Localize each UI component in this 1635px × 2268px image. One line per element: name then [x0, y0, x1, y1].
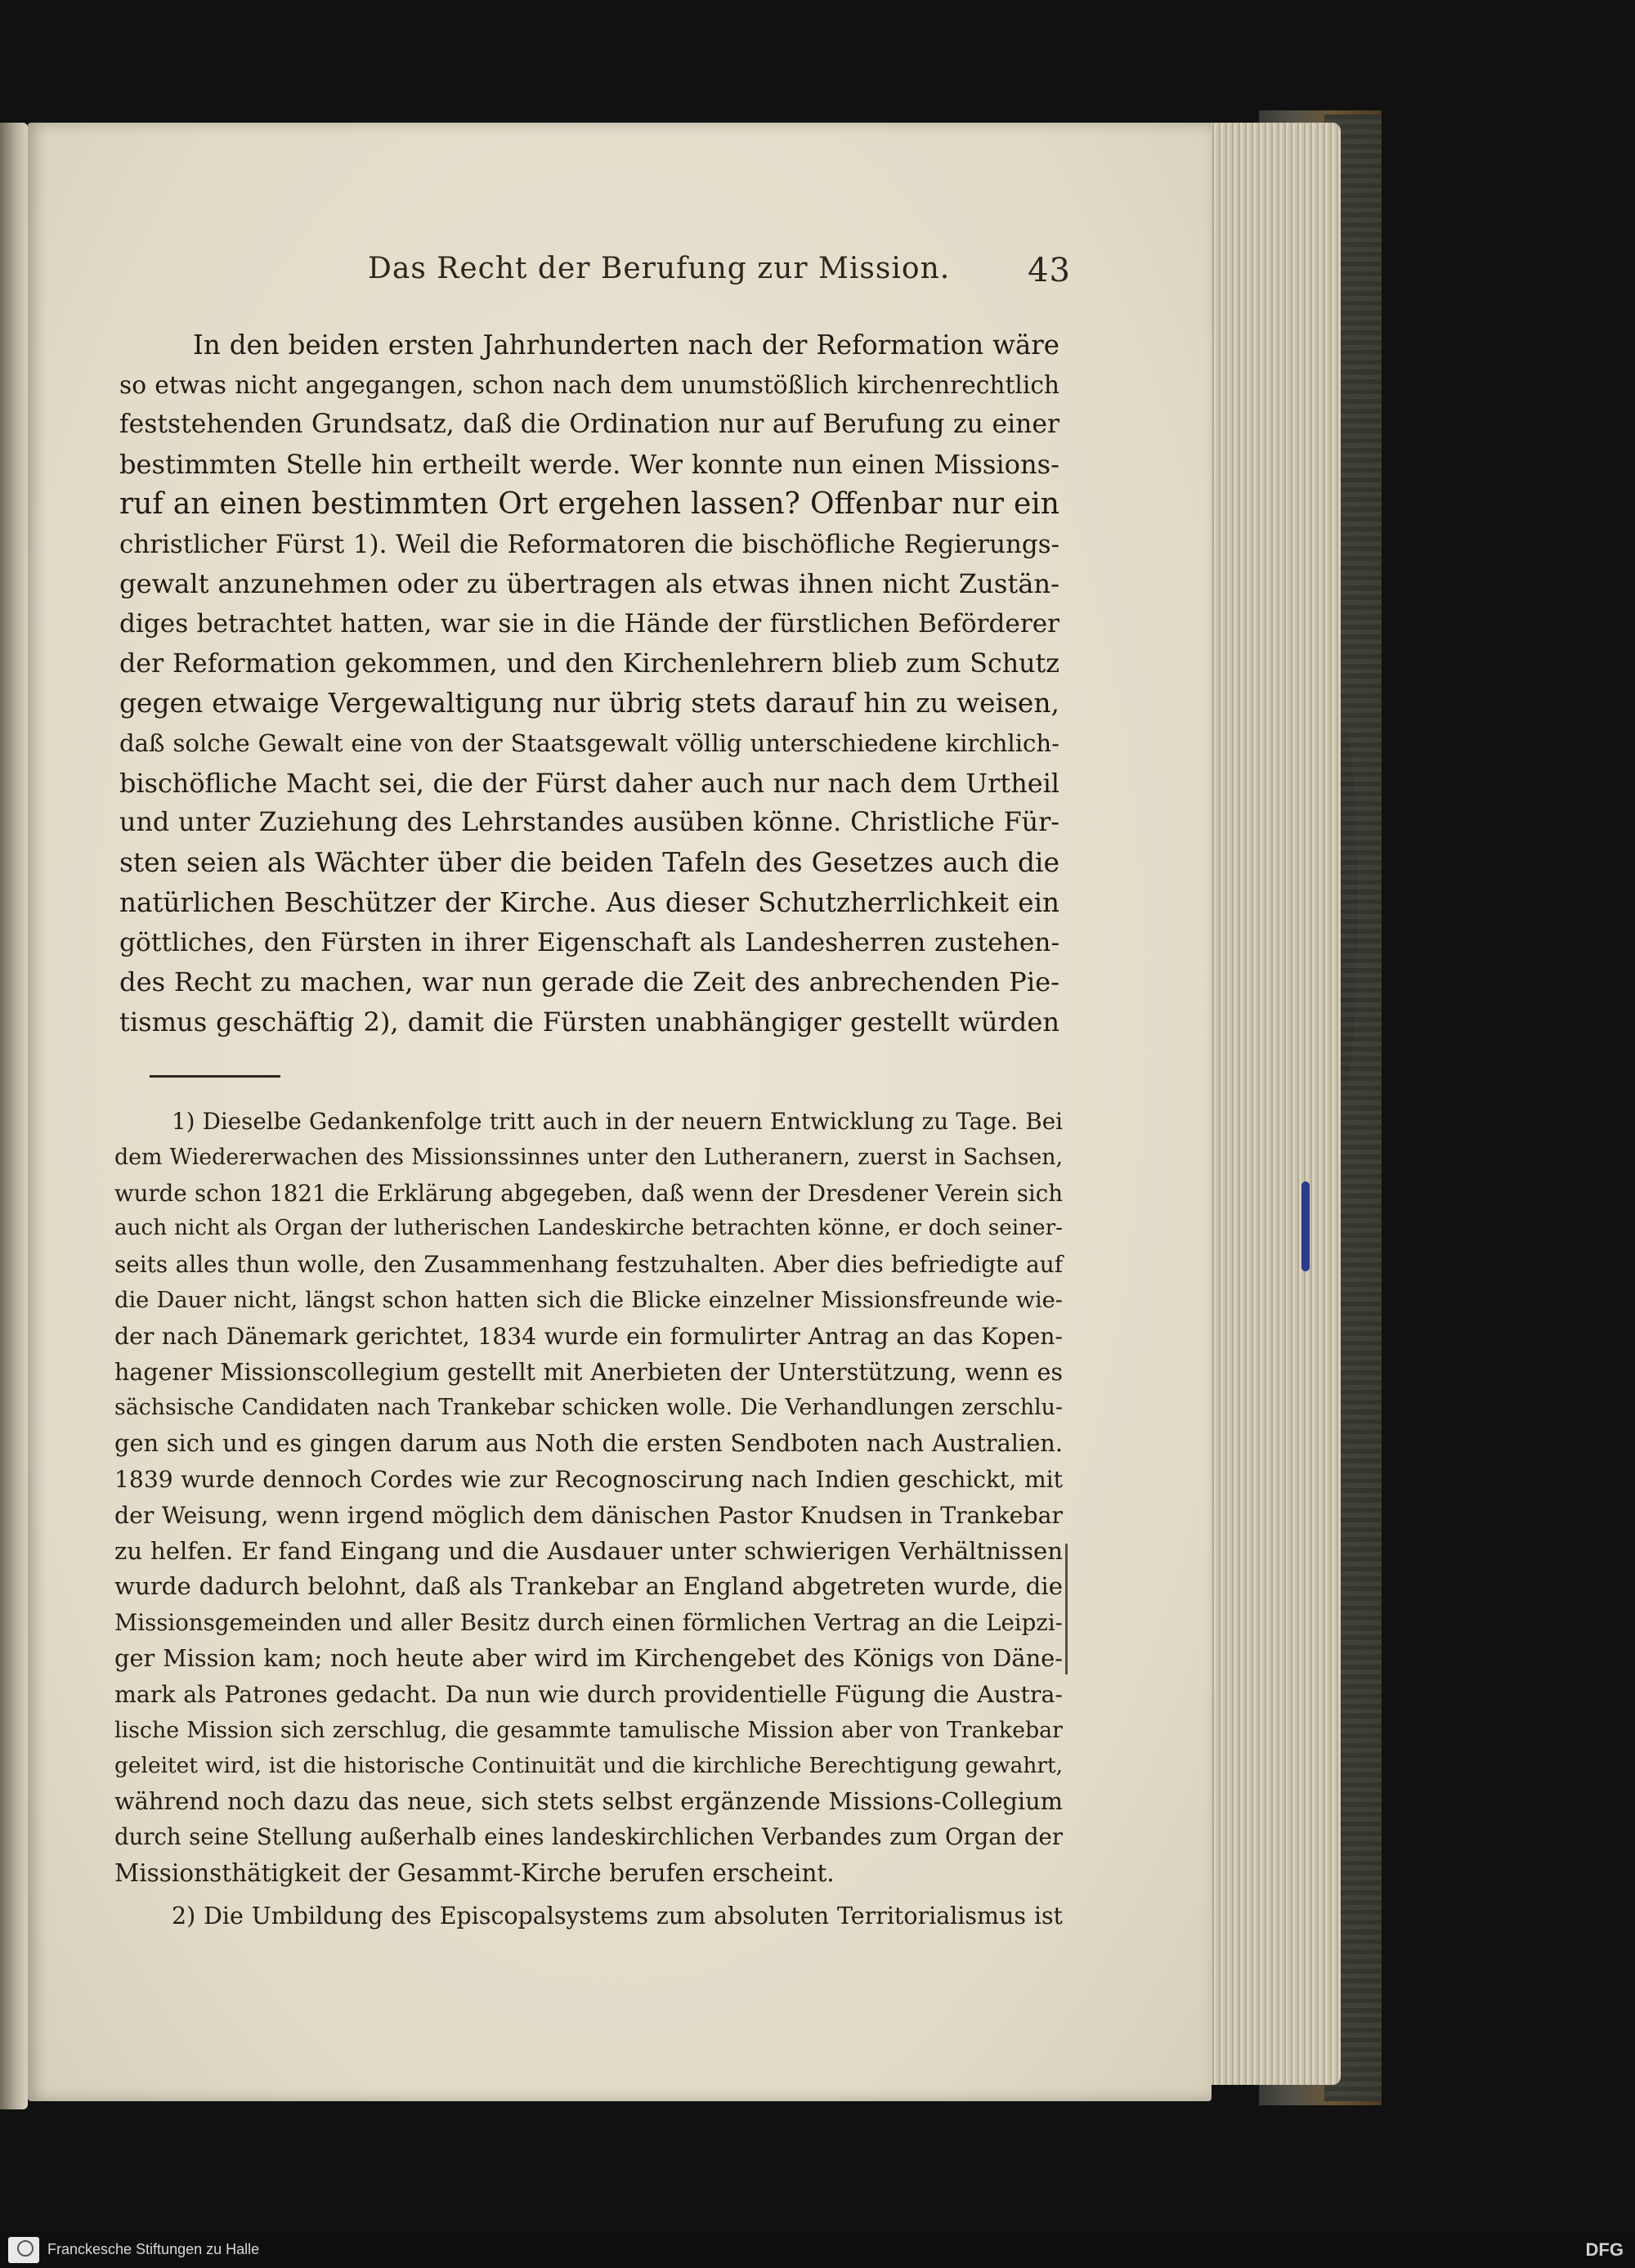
footnotes-block: [114, 1104, 1063, 1934]
footnote-line: dem Wiedererwachen des Missionssinnes unter den Lutheranern, zuerst in Sachsen,: [114, 1144, 1063, 1170]
footnote-line: der Weisung, wenn irgend möglich dem dänischen Pastor Knudsen in Trankebar: [114, 1501, 1063, 1529]
body-line: und unter Zuziehung des Lehrstandes ausüben könne. Christliche Für-: [119, 808, 1059, 838]
footnote-line: ger Mission kam; noch heute aber wird im Kirchengebet des Königs von Däne-: [114, 1643, 1063, 1672]
footnote-line: 1) Dieselbe Gedankenfolge tritt auch in der neuern Entwicklung zu Tage. Bei: [172, 1108, 1063, 1135]
body-line: In den beiden ersten Jahrhunderten nach der Reformation wäre: [193, 329, 1059, 361]
dfg-badge: DFG: [1585, 2239, 1624, 2260]
footnote-rule: [150, 1075, 280, 1078]
facing-page-edge: [0, 123, 28, 2109]
footnote-line: zu helfen. Er fand Eingang und die Ausdauer unter schwierigen Verhältnissen: [114, 1536, 1063, 1565]
body-line: feststehenden Grundsatz, daß die Ordination nur auf Berufung zu einer: [119, 410, 1059, 440]
institution-name: Franckesche Stiftungen zu Halle: [47, 2241, 260, 2257]
body-line: christlicher Fürst 1). Weil die Reformatoren die bischöfliche Regierungs-: [119, 529, 1059, 559]
main-text-block: [119, 325, 1059, 1042]
body-line: der Reformation gekommen, und den Kirchenlehrern blieb zum Schutz: [119, 648, 1059, 679]
pencil-margin-mark: [1065, 1544, 1068, 1674]
body-line: so etwas nicht angegangen, schon nach dem unumstößlich kirchenrechtlich: [119, 370, 1059, 399]
body-line: diges betrachtet hatten, war sie in die Hände der fürstlichen Beförderer: [119, 608, 1059, 639]
footnote-line: durch seine Stellung außerhalb eines landeskirchlichen Verbandes zum Organ der: [114, 1823, 1063, 1850]
body-line: ruf an einen bestimmten Ort ergehen lassen? Offenbar nur ein: [119, 486, 1059, 521]
footnote-line: wurde dadurch belohnt, daß als Trankebar an England abgetreten wurde, die: [114, 1572, 1063, 1601]
body-line: gegen etwaige Vergewaltigung nur übrig stets darauf hin zu weisen,: [119, 687, 1059, 719]
body-line: bestimmten Stelle hin ertheilt werde. Wer konnte nun einen Missions-: [119, 449, 1059, 481]
footnote-line: lische Mission sich zerschlug, die gesammte tamulische Mission aber von Trankebar: [114, 1717, 1063, 1743]
footnote-line: wurde schon 1821 die Erklärung abgegeben, daß wenn der Dresdener Verein sich: [114, 1179, 1063, 1207]
footnote-line: die Dauer nicht, längst schon hatten sich die Blicke einzelner Missionsfreunde wie-: [114, 1287, 1063, 1313]
footnote-line: sächsische Candidaten nach Trankebar schicken wolle. Die Verhandlungen zerschlu-: [114, 1395, 1063, 1421]
body-line: daß solche Gewalt eine von der Staatsgewalt völlig unterschiedene kirchlich-: [119, 729, 1059, 758]
footnote-line: mark als Patrones gedacht. Da nun wie durch providentielle Fügung die Austra-: [114, 1680, 1063, 1708]
footnote-line: geleitet wird, ist die historische Continuität und die kirchliche Berechtigung gewahrt,: [114, 1753, 1063, 1779]
footnote-line: während noch dazu das neue, sich stets selbst ergänzende Missions-Collegium: [114, 1787, 1063, 1816]
footnote-line: Missionsthätigkeit der Gesammt-Kirche berufen erscheint.: [114, 1858, 835, 1887]
footnote-line: gen sich und es gingen darum aus Noth die ersten Sendboten nach Australien.: [114, 1429, 1063, 1458]
running-title: Das Recht der Berufung zur Mission.: [368, 252, 951, 285]
footnote-line: Missionsgemeinden und aller Besitz durch einen förmlichen Vertrag an die Leipzi-: [114, 1609, 1063, 1637]
footnote-line: seits alles thun wolle, den Zusammenhang festzuhalten. Aber dies befriedigte auf: [114, 1251, 1063, 1279]
body-line: bischöfliche Macht sei, die der Fürst daher auch nur nach dem Urtheil: [119, 767, 1059, 799]
footnote-line: der nach Dänemark gerichtet, 1834 wurde ein formulirter Antrag an das Kopen-: [114, 1322, 1063, 1350]
body-line: des Recht zu machen, war nun gerade die Zeit des anbrechenden Pie-: [119, 966, 1059, 998]
body-line: göttliches, den Fürsten in ihrer Eigenschaft als Landesherren zustehen-: [119, 927, 1059, 957]
page-stack-edge: [1210, 123, 1341, 2085]
body-line: tismus geschäftig 2), damit die Fürsten unabhängiger gestellt würden: [119, 1006, 1059, 1038]
footnote-line: auch nicht als Organ der lutherischen Landeskirche betrachten könne, er doch seiner-: [114, 1216, 1063, 1241]
institution-logo-icon: [8, 2237, 39, 2263]
page-number: 43: [1028, 252, 1071, 289]
body-line: sten seien als Wächter über die beiden Tafeln des Gesetzes auch die: [119, 846, 1059, 879]
blue-bookmark-marker: [1301, 1181, 1310, 1271]
footnote-line: 1839 wurde dennoch Cordes wie zur Recognoscirung nach Indien geschickt, mit: [114, 1465, 1063, 1493]
footnote-line: 2) Die Umbildung des Episcopalsystems zum absoluten Territorialismus ist: [172, 1902, 1063, 1930]
body-line: natürlichen Beschützer der Kirche. Aus dieser Schutzherrlichkeit ein: [119, 886, 1059, 918]
footnote-line: hagener Missionscollegium gestellt mit Anerbieten der Unterstützung, wenn es: [114, 1358, 1063, 1386]
viewer-footer-bar: [0, 2232, 1635, 2268]
body-line: gewalt anzunehmen oder zu übertragen als etwas ihnen nicht Zustän-: [119, 568, 1059, 600]
